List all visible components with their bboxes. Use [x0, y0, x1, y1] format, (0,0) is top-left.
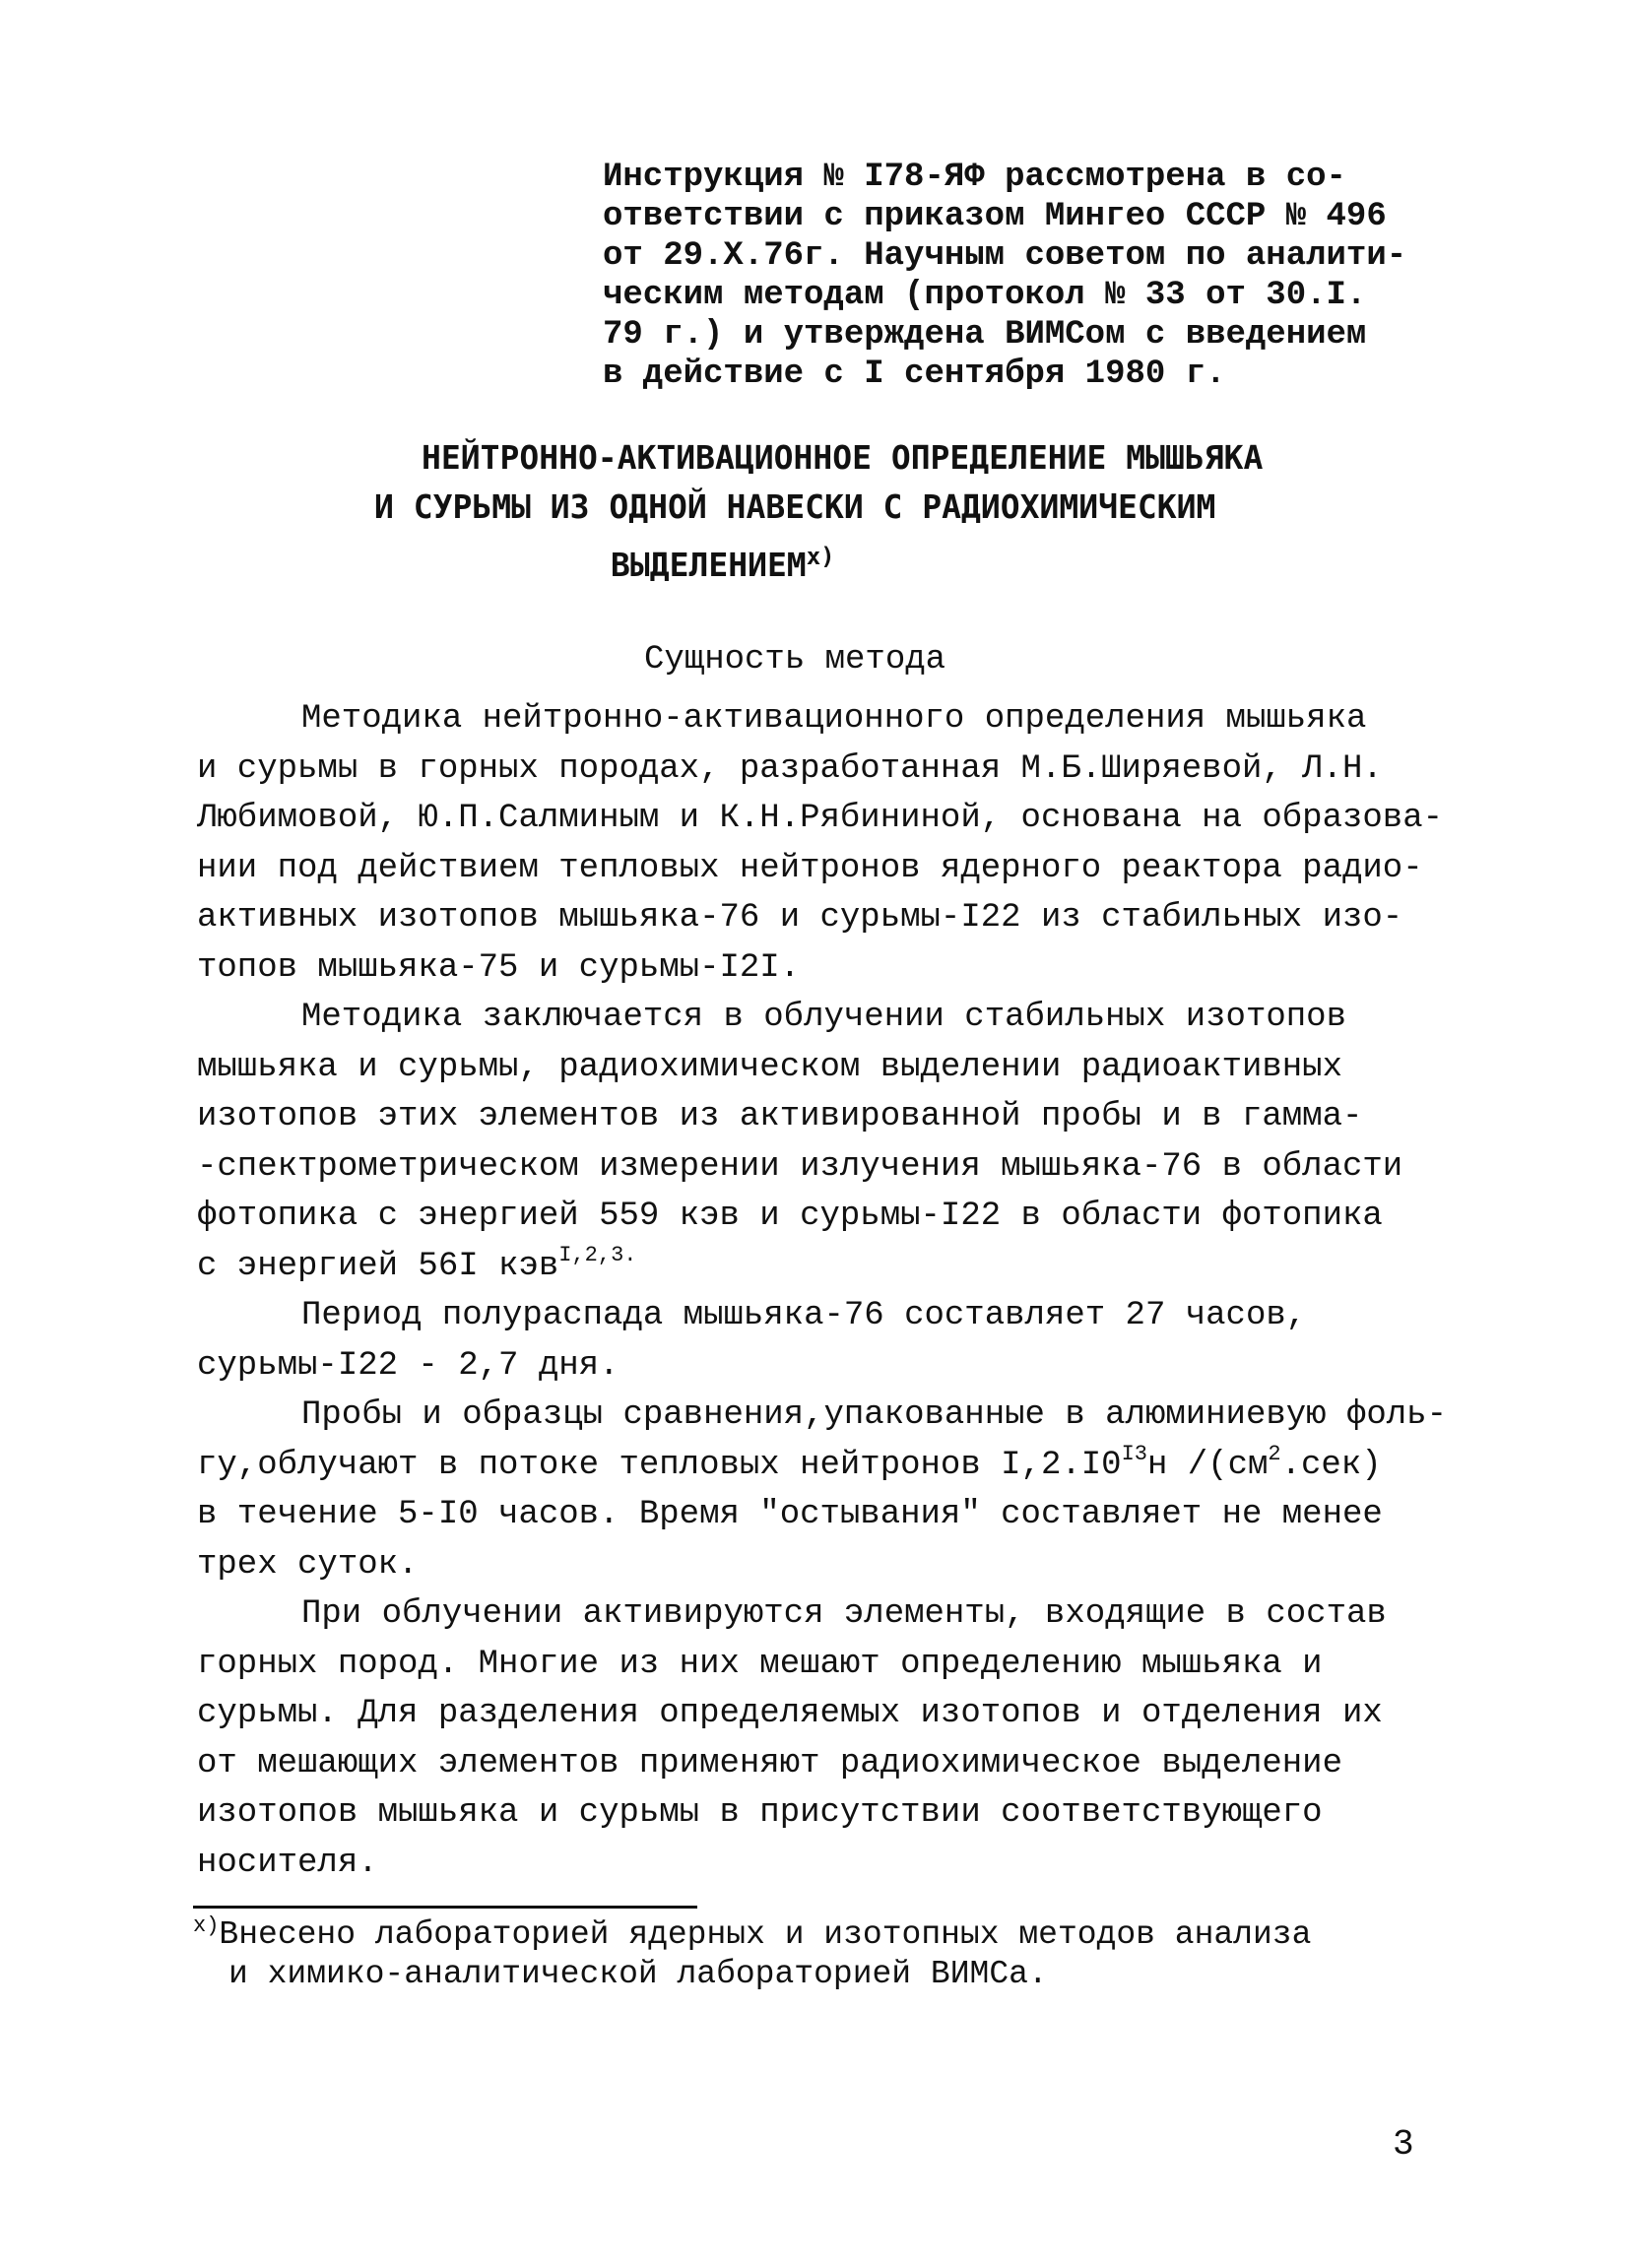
footnote-text: Внесено лабораторией ядерных и изотопных методов анализа	[219, 1916, 1312, 1953]
footnote	[193, 1915, 1473, 1994]
footnote-line	[193, 1915, 1473, 1955]
flux-unit-tail: .сек)	[1280, 1446, 1382, 1484]
paragraph-line: сурьмы. Для разделения определяемых изотопов и отделения их	[197, 1695, 1383, 1732]
paragraph-line: изотопов мышьяка и сурьмы в присутствии соответствующего	[197, 1794, 1323, 1832]
section-heading: Сущность метода	[644, 641, 946, 679]
paragraph-line: Период полураспада мышьяка-76 составляет 27 часов,	[301, 1297, 1307, 1334]
approval-line: ческим методам (протокол № 33 от 30.I.	[603, 277, 1367, 314]
body-text	[197, 694, 1477, 1888]
title-line-last	[355, 532, 1339, 590]
paragraph-line: носителя.	[197, 1844, 378, 1882]
flux-text: гу,облучают в потоке тепловых нейтронов I,2.I0	[197, 1446, 1122, 1484]
flux-unit-text: н /(см	[1146, 1446, 1269, 1484]
paragraph-line: Любимовой, Ю.П.Салминым и К.Н.Рябининой, основана на образова-	[197, 800, 1444, 837]
paragraph-4	[197, 1391, 1477, 1589]
paragraph-line: трех суток.	[197, 1545, 419, 1584]
paragraph-line-with-refs	[197, 1242, 1477, 1292]
title-footnote-mark: x)	[806, 543, 835, 570]
footnote-line: и химико-аналитической лабораторией ВИМСа.	[228, 1956, 1048, 1992]
title-line: И СУРЬМЫ ИЗ ОДНОЙ НАВЕСКИ С РАДИОХИМИЧЕСКИМ	[374, 487, 1216, 526]
paragraph-line: фотопика с энергией 559 кэв и сурьмы-I22 в области фотопика	[197, 1198, 1383, 1235]
paragraph-line: активных изотопов мышьяка-76 и сурьмы-I22 из стабильных изо-	[197, 899, 1403, 937]
footnote-divider	[193, 1906, 697, 1909]
paragraph-1	[197, 694, 1477, 993]
page-number: 3	[1393, 2124, 1414, 2165]
paragraph-line: Методика заключается в облучении стабильных изотопов	[301, 999, 1346, 1036]
approval-note	[603, 158, 1430, 394]
paragraph-5	[197, 1589, 1477, 1888]
paragraph-line: от мешающих элементов применяют радиохимическое выделение	[197, 1744, 1342, 1782]
paragraph-line: нии под действием тепловых нейтронов ядерного реактора радио-	[197, 849, 1423, 887]
paragraph-line-text: с энергией 56I кэв	[197, 1247, 559, 1285]
paragraph-3	[197, 1291, 1477, 1391]
title-line-text: ВЫДЕЛЕНИЕМ	[611, 546, 807, 584]
paragraph-line: Пробы и образцы сравнения,упакованные в алюминиевую фоль-	[301, 1396, 1447, 1434]
title-line: НЕЙТРОННО-АКТИВАЦИОННОЕ ОПРЕДЕЛЕНИЕ МЫШЬЯКА	[422, 438, 1264, 477]
approval-line: в действие с I сентября 1980 г.	[603, 356, 1226, 393]
approval-line: Инструкция № I78-ЯФ рассмотрена в со-	[603, 159, 1346, 196]
paragraph-line: Методика нейтронно-активационного определения мышьяка	[301, 700, 1367, 738]
paragraph-line: изотопов этих элементов из активированной пробы и в гамма-	[197, 1098, 1363, 1135]
paragraph-line: мышьяка и сурьмы, радиохимическом выделении радиоактивных	[197, 1048, 1342, 1086]
footnote-mark: x)	[193, 1913, 220, 1938]
paragraph-line: и сурьмы в горных породах, разработанная М.Б.Ширяевой, Л.Н.	[197, 749, 1383, 788]
paragraph-line: сурьмы-I22 - 2,7 дня.	[197, 1346, 619, 1385]
paragraph-line: горных пород. Многие из них мешают определению мышьяка и	[197, 1645, 1323, 1683]
paragraph-line: -спектрометрическом измерении излучения мышьяка-76 в области	[197, 1147, 1403, 1186]
unit-exponent: 2	[1268, 1441, 1281, 1466]
approval-line: 79 г.) и утверждена ВИМСом с введением	[603, 316, 1367, 354]
document-title	[355, 433, 1339, 590]
paragraph-line: При облучении активируются элементы, входящие в состав	[301, 1595, 1387, 1633]
paragraph-line: в течение 5-I0 часов. Время "остывания" составляет не менее	[197, 1496, 1383, 1533]
reference-marks: I,2,3.	[558, 1242, 637, 1267]
approval-line: ответствии с приказом Мингео СССР № 496	[603, 198, 1387, 235]
paragraph-line: топов мышьяка-75 и сурьмы-I2I.	[197, 948, 801, 987]
paragraph-2	[197, 993, 1477, 1291]
paragraph-line-with-exponents	[197, 1441, 1477, 1491]
flux-exponent: I3	[1121, 1441, 1147, 1466]
approval-line: от 29.Х.76г. Научным советом по аналити-	[603, 237, 1407, 275]
